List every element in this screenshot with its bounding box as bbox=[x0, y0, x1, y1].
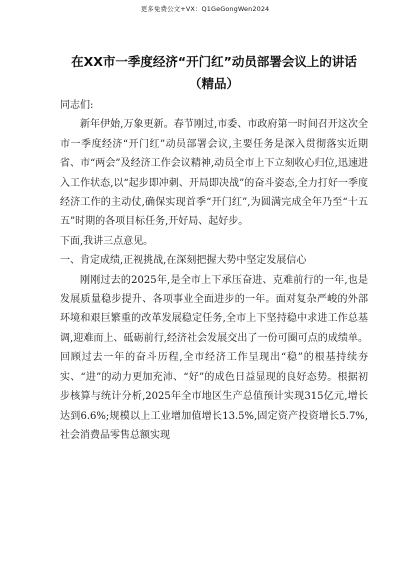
header-note: 更多免费公文+VX：Q1GeGongWen2024 bbox=[140, 5, 270, 13]
salutation: 同志们: bbox=[60, 100, 94, 111]
paragraph-intro: 新年伊始,万象更新。春节刚过,市委、市政府第一时间召开这次全市一季度经济“开门红”动员部署会议,主要任务是深入贯彻落实近期省、市“两会”及经济工作会议精神,动员全市上下立刻收心归位,迅速进入工作状态,以“起步即冲刺、开局即决战”的奋斗姿态,全力打好一季度经济工作的主动仗,确保实现首季“开门红”,为圆满完成全年乃至“十五五”时期的各项目标任务,开好局、起好步。 bbox=[60, 119, 368, 228]
document-body bbox=[60, 96, 368, 445]
document-title: 在XX市一季度经济“开门红”动员部署会议上的讲话（精品） bbox=[71, 54, 357, 91]
paragraph-review: 刚刚过去的2025年,是全市上下承压奋进、克难前行的一年,也是发展质量稳步提升、各项事业全面进步的一年。面对复杂严峻的外部环境和艰巨繁重的改革发展稳定任务,全市上下坚持稳中求进工作总基调,迎难而上、砥砺前行,经济社会发展交出了一份可圈可点的成绩单。回顾过去一年的奋斗历程,全市经济工作呈现出“稳”的根基持续夯实、“进”的动力更加充沛、“好”的成色日益显现的良好态势。根据初步核算与统计分析,2025年全市地区生产总值预计实现315亿元,增长达到6.6%;规模以上工业增加值增长13.5%,固定资产投资增长5.7%,社会消费品零售总额实现 bbox=[60, 274, 368, 441]
paragraph-points: 下面,我讲三点意见。 bbox=[60, 235, 154, 247]
section-heading-one: 一、肯定成绩,正视挑战,在深刻把握大势中坚定发展信心 bbox=[60, 255, 307, 267]
